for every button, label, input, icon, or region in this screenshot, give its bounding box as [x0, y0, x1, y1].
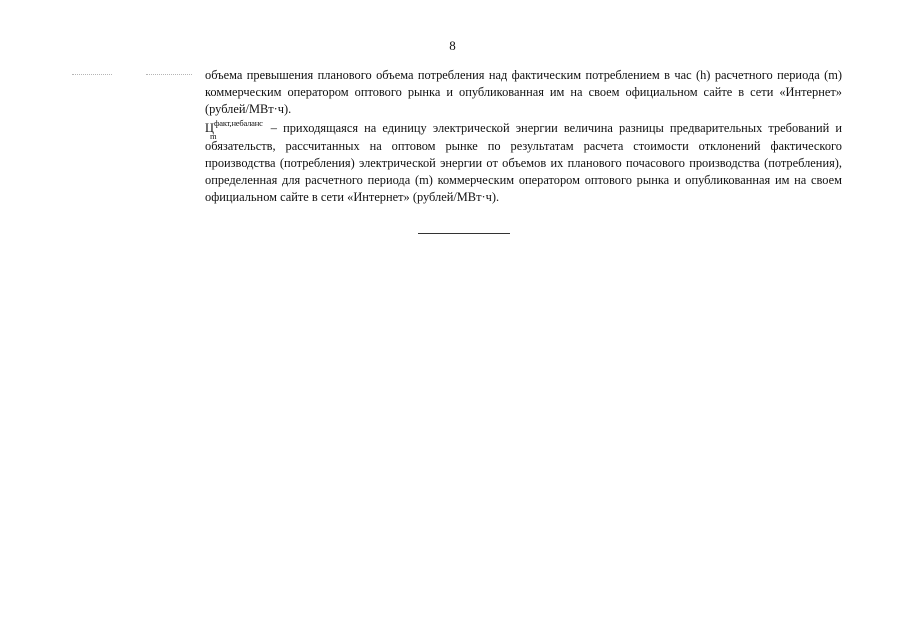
- scan-artifact: [146, 74, 192, 76]
- page-number: 8: [449, 38, 456, 53]
- formula-symbol: [205, 118, 265, 141]
- end-separator-line: [418, 233, 510, 234]
- body-text: [205, 67, 842, 206]
- symbol-base: Ц: [205, 121, 214, 135]
- paragraph-2: [205, 120, 842, 206]
- symbol-superscript: факт,небаланс: [213, 118, 263, 128]
- paragraph-2-text: – приходящаяся на единицу электрической энергии величина разницы предварительных требований и обязательств, рассчитанных на оптовом рынке по результатам расчета стоимости отклонений фактического производства (потребления) электрической энергии от объемов их планового почасового производства (потребления), определенная для расчетного периода (m) коммерческим оператором оптового рынка и опубликованная им на своем официальном сайте в сети «Интернет» (рублей/МВт·ч).: [205, 121, 842, 204]
- scan-artifact: [72, 74, 112, 76]
- symbol-subscript: m: [210, 131, 217, 141]
- paragraph-1: объема превышения планового объема потребления над фактическим потреблением в час (h) расчетного периода (m) коммерческим оператором оптового рынка и опубликованная им на своем официальном сайте в сети «Интернет» (рублей/МВт·ч).: [205, 68, 842, 116]
